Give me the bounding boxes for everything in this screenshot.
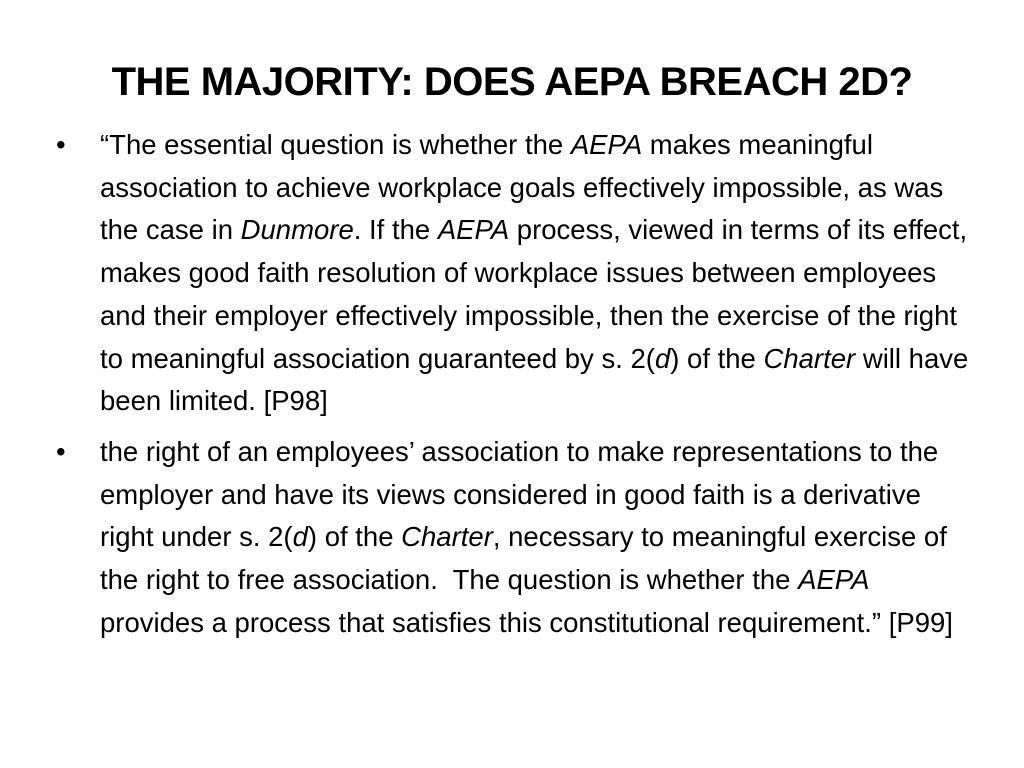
text-segment: the right of an employees’ association to make representations to the employer and have its views considered in good faith is a derivative right under s. 2( — [100, 435, 939, 553]
text-segment: will have been limited. [P98] — [100, 342, 969, 417]
text-segment: ) of the — [670, 342, 764, 374]
text-segment-italic: AEPA — [798, 564, 870, 596]
text-segment: , necessary to meaningful exercise of the right to free association. The question is whether the — [100, 521, 955, 596]
text-segment-italic: Dunmore — [240, 214, 354, 246]
text-segment-italic: Charter — [401, 521, 493, 553]
text-segment-italic: AEPA — [437, 214, 510, 246]
text-segment-italic: d — [654, 342, 671, 374]
bullet-text-2 — [100, 436, 954, 638]
text-segment: provides a process that satisfies this constitutional requirement.” [P99] — [100, 606, 953, 638]
slide-title: THE MAJORITY: DOES AEPA BREACH 2D? — [111, 60, 913, 104]
text-segment: “The essential question is whether the — [100, 129, 571, 160]
bullet-item-1 — [56, 124, 976, 423]
bullet-marker: • — [56, 435, 66, 467]
text-segment: process, viewed in terms of its effect, makes good faith resolution of workplace issues between employees and their employer effectively impossible, then the exercise of the right to meaningful association guaranteed by s. 2( — [100, 214, 968, 374]
bullet-item-2 — [56, 431, 976, 645]
text-segment: makes meaningful association to achieve workplace goals effectively impossible, as was the case in — [100, 129, 944, 246]
bullet-text-1 — [100, 129, 968, 416]
text-segment-italic: d — [292, 521, 308, 553]
bullet-marker: • — [56, 129, 66, 160]
text-segment-italic: Charter — [763, 342, 856, 374]
text-segment-italic: AEPA — [570, 129, 643, 160]
text-segment: . If the — [353, 214, 438, 246]
text-segment: ) of the — [307, 521, 402, 553]
bullet-list — [56, 120, 976, 644]
